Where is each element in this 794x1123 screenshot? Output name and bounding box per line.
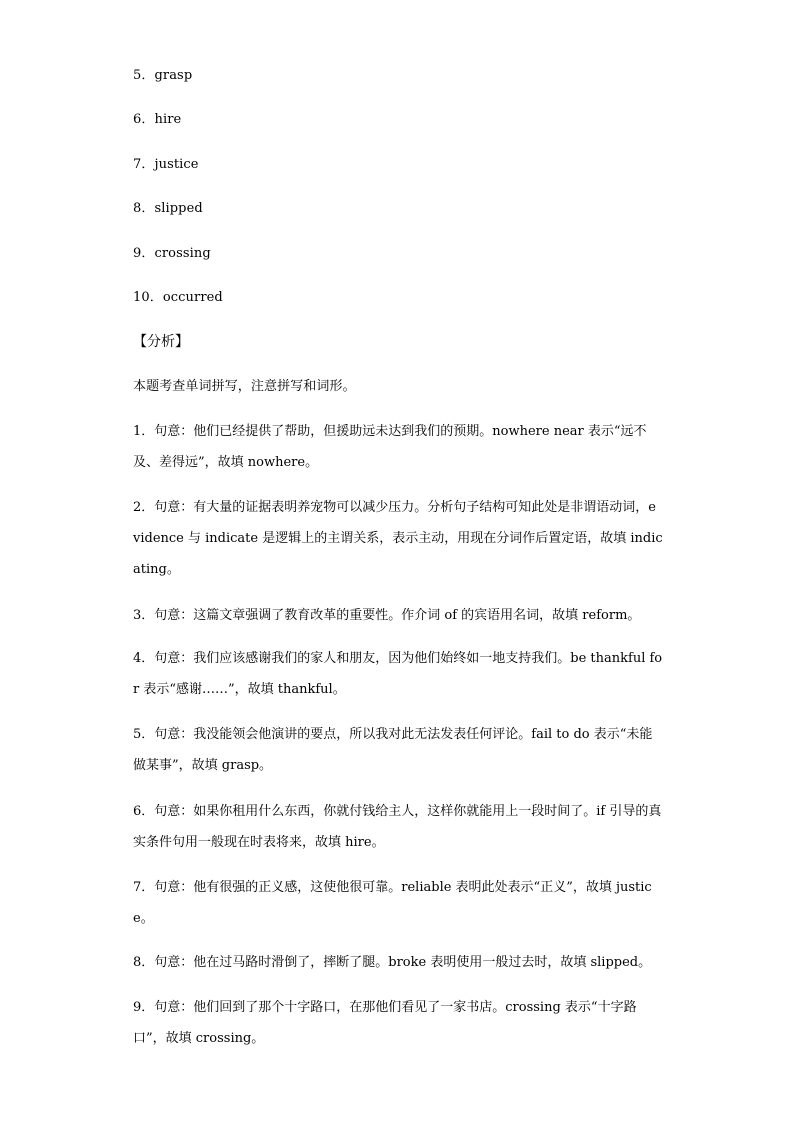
explanation-1: 1．句意：他们已经提供了帮助，但援助远未达到我们的预期。nowhere near 表示“远不及、差得远”，故填 nowhere。 bbox=[133, 424, 647, 470]
explanation-3: 3．句意：这篇文章强调了教育改革的重要性。作介词 of 的宾语用名词，故填 reform。 bbox=[133, 608, 641, 623]
analysis-heading: 【分析】 bbox=[133, 334, 189, 350]
answer-item: 6．hire bbox=[133, 112, 182, 127]
explanation-7: 7．句意：他有很强的正义感，这使他很可靠。reliable 表明此处表示“正义”，故填 justice。 bbox=[133, 880, 652, 926]
answer-item: 7．justice bbox=[133, 157, 199, 172]
answer-item: 5．grasp bbox=[133, 68, 193, 83]
explanation-8: 8．句意：他在过马路时滑倒了，摔断了腿。broke 表明使用一般过去时，故填 slipped。 bbox=[133, 955, 652, 970]
explanation-4: 4．句意：我们应该感谢我们的家人和朋友，因为他们始终如一地支持我们。be thankful for 表示“感谢……”，故填 thankful。 bbox=[133, 651, 663, 697]
explanation-2: 2．句意：有大量的证据表明养宠物可以减少压力。分析句子结构可知此处是非谓语动词，evidence 与 indicate 是逻辑上的主谓关系，表示主动，用现在分词作后置定语，故填 indicating。 bbox=[133, 500, 663, 577]
answer-item: 9．crossing bbox=[133, 246, 211, 261]
explanation-5: 5．句意：我没能领会他演讲的要点，所以我对此无法发表任何评论。fail to do 表示“未能做某事”，故填 grasp。 bbox=[133, 727, 653, 773]
answer-item: 10．occurred bbox=[133, 290, 223, 305]
answer-item: 8．slipped bbox=[133, 201, 203, 216]
explanation-9: 9．句意：他们回到了那个十字路口，在那他们看见了一家书店。crossing 表示“十字路口”，故填 crossing。 bbox=[133, 1000, 637, 1046]
analysis-intro: 本题考查单词拼写，注意拼写和词形。 bbox=[133, 379, 356, 394]
explanation-6: 6．句意：如果你租用什么东西，你就付钱给主人，这样你就能用上一段时间了。if 引导的真实条件句用一般现在时表将来，故填 hire。 bbox=[133, 804, 662, 850]
